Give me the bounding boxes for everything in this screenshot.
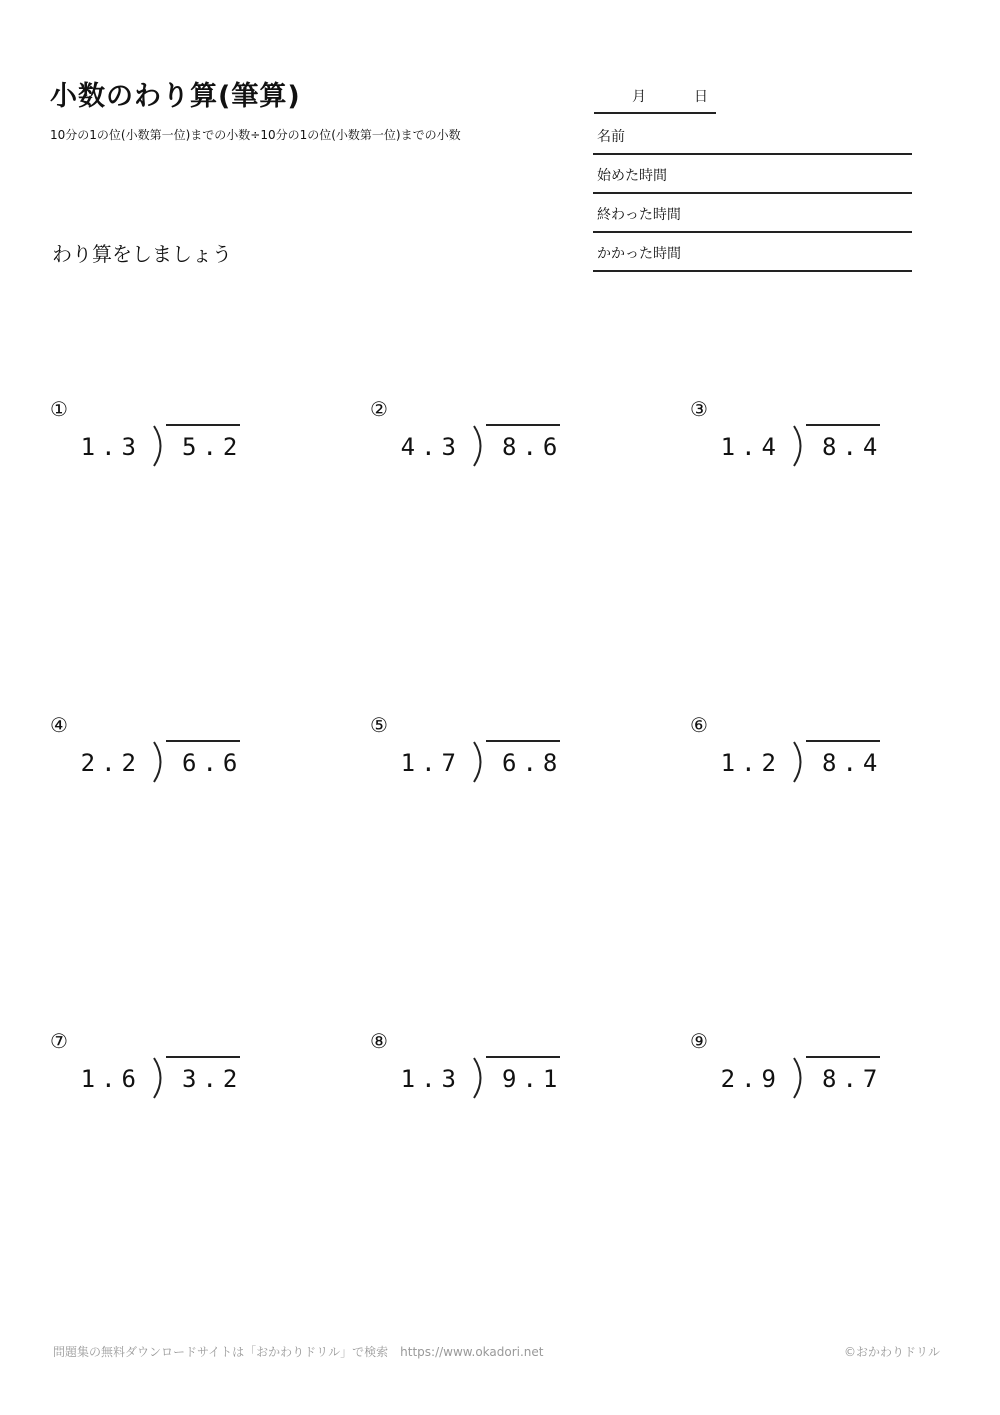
division-bar — [806, 740, 880, 742]
division-bracket-icon — [470, 740, 490, 784]
dividend: 8.7 — [822, 1065, 884, 1093]
dividend: 3.2 — [182, 1065, 244, 1093]
division-bracket-icon — [150, 424, 170, 468]
month-label: 月 — [632, 89, 646, 105]
problem-number: ① — [50, 397, 68, 421]
problem-number: ② — [370, 397, 388, 421]
problem-3 — [690, 398, 910, 468]
dividend: 8.4 — [822, 433, 884, 461]
division-bar — [486, 424, 560, 426]
problem-7 — [50, 1030, 270, 1100]
elapsed-time-label: かかった時間 — [597, 246, 681, 262]
page-title: 小数のわり算(筆算) — [50, 81, 301, 112]
end-time-label: 終わった時間 — [597, 207, 681, 223]
problem-number: ⑦ — [50, 1029, 68, 1053]
division-bracket-icon — [470, 1056, 490, 1100]
division-bar — [166, 740, 240, 742]
dividend: 9.1 — [502, 1065, 564, 1093]
footer-site-note: 問題集の無料ダウンロードサイトは「おかわりドリル」で検索 https://www.okadori.net — [53, 1345, 544, 1359]
division-bracket-icon — [150, 1056, 170, 1100]
problem-number: ⑧ — [370, 1029, 388, 1053]
dividend: 6.8 — [502, 749, 564, 777]
day-label: 日 — [694, 89, 708, 105]
divisor: 1.3 — [400, 1065, 462, 1093]
problem-6 — [690, 714, 910, 784]
division-bar — [166, 424, 240, 426]
division-bracket-icon — [790, 424, 810, 468]
division-bar — [486, 740, 560, 742]
page-subtitle: 10分の1の位(小数第一位)までの小数÷10分の1の位(小数第一位)までの小数 — [50, 128, 461, 142]
divisor: 4.3 — [400, 433, 462, 461]
division-bar — [806, 424, 880, 426]
division-bracket-icon — [150, 740, 170, 784]
division-bracket-icon — [790, 740, 810, 784]
name-label: 名前 — [597, 129, 625, 145]
date-field[interactable] — [594, 84, 716, 114]
problem-number: ⑤ — [370, 713, 388, 737]
problem-number: ④ — [50, 713, 68, 737]
problem-9 — [690, 1030, 910, 1100]
end-time-field[interactable] — [593, 194, 912, 233]
elapsed-time-field[interactable] — [593, 233, 912, 272]
division-bracket-icon — [790, 1056, 810, 1100]
instruction-text: わり算をしましょう — [52, 242, 232, 266]
dividend: 8.4 — [822, 749, 884, 777]
divisor: 1.7 — [400, 749, 462, 777]
divisor: 2.9 — [720, 1065, 782, 1093]
problem-number: ⑥ — [690, 713, 708, 737]
division-bracket-icon — [470, 424, 490, 468]
name-field[interactable] — [593, 116, 912, 155]
problem-number: ③ — [690, 397, 708, 421]
problem-4 — [50, 714, 270, 784]
footer-copyright: ©おかわりドリル — [843, 1345, 940, 1359]
division-bar — [806, 1056, 880, 1058]
divisor: 2.2 — [80, 749, 142, 777]
problem-5 — [370, 714, 590, 784]
division-bar — [486, 1056, 560, 1058]
start-time-field[interactable] — [593, 155, 912, 194]
dividend: 5.2 — [182, 433, 244, 461]
start-time-label: 始めた時間 — [597, 168, 667, 184]
dividend: 8.6 — [502, 433, 564, 461]
divisor: 1.6 — [80, 1065, 142, 1093]
divisor: 1.4 — [720, 433, 782, 461]
problem-2 — [370, 398, 590, 468]
problem-8 — [370, 1030, 590, 1100]
divisor: 1.3 — [80, 433, 142, 461]
problem-number: ⑨ — [690, 1029, 708, 1053]
problem-1 — [50, 398, 270, 468]
divisor: 1.2 — [720, 749, 782, 777]
dividend: 6.6 — [182, 749, 244, 777]
division-bar — [166, 1056, 240, 1058]
